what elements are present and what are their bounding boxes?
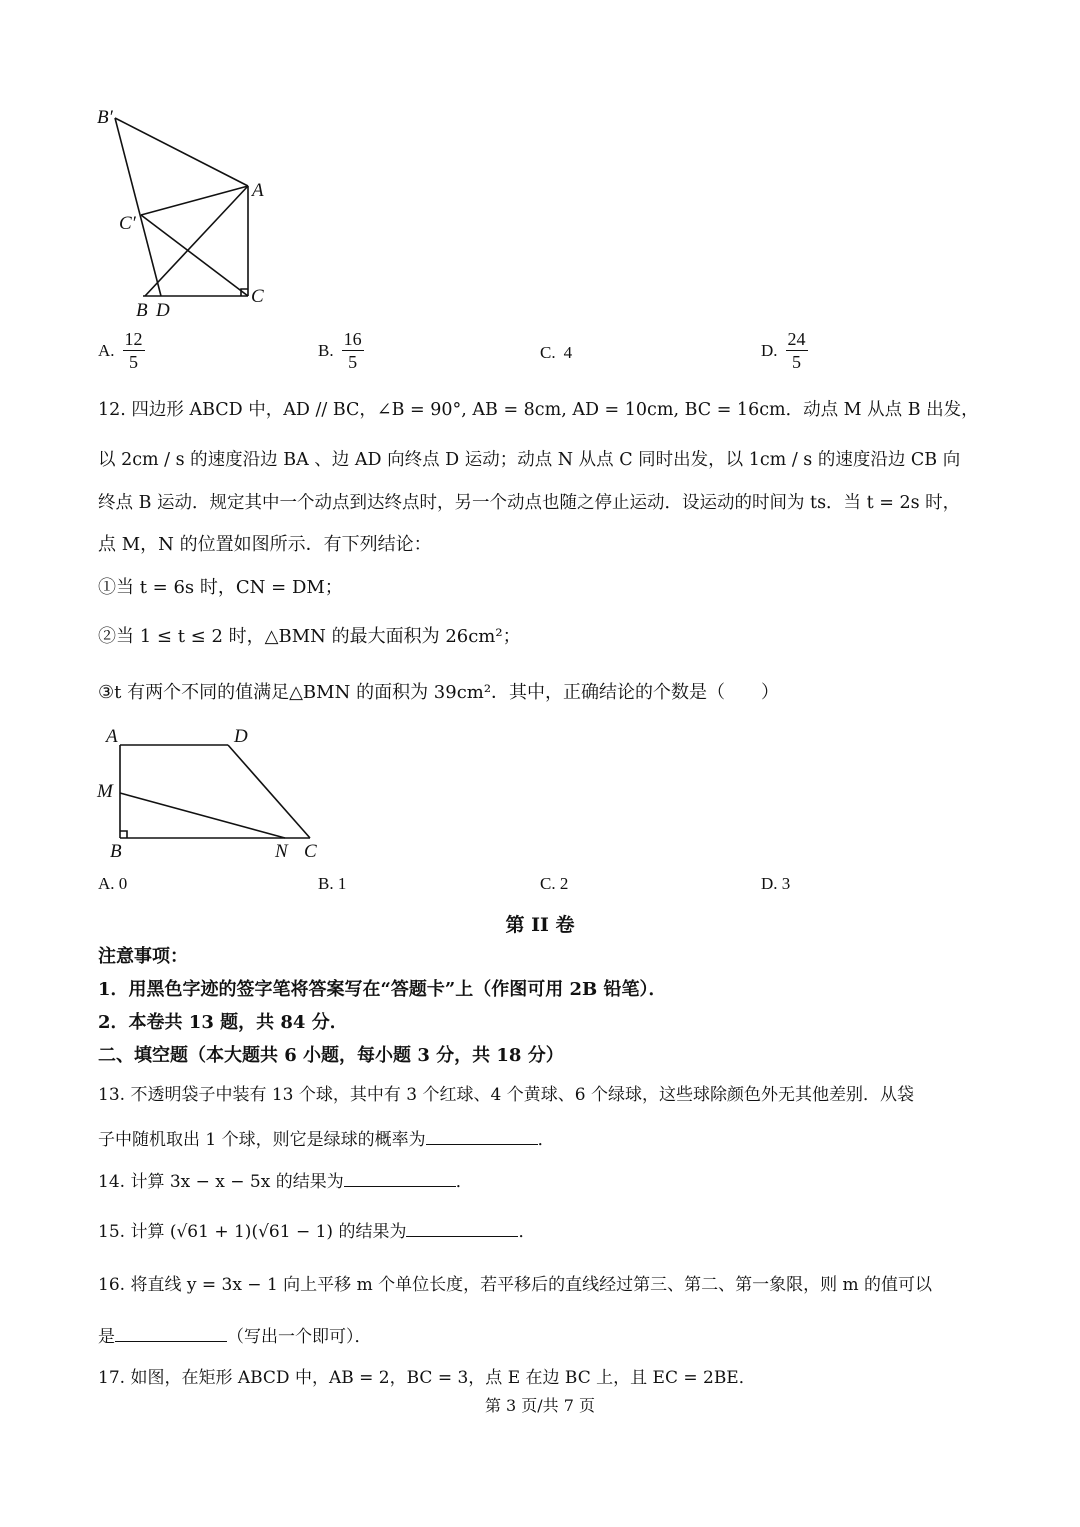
- period: ．: [518, 1222, 536, 1242]
- answer-blank[interactable]: [426, 1126, 538, 1145]
- q12-choice-b: B. 1: [318, 874, 347, 893]
- denominator: 5: [792, 352, 802, 372]
- numerator: 16: [343, 329, 362, 349]
- figure-triangle-fold: [115, 118, 248, 296]
- period: ．: [455, 1172, 473, 1192]
- denominator: 5: [129, 352, 139, 372]
- edge-d-c: [228, 745, 310, 838]
- q11-choice-a: [98, 328, 145, 373]
- q11-choice-d: [761, 328, 808, 373]
- edge-bprime-d: [115, 118, 161, 296]
- q12-statement-1: ①当 t = 6s 时，CN = DM；: [98, 577, 343, 598]
- q12-choice-d: D. 3: [761, 874, 791, 893]
- q11-choice-b: [318, 328, 364, 373]
- edge-a-b: [145, 186, 248, 296]
- q13-line-2: [98, 1126, 555, 1152]
- label-d: D: [156, 300, 170, 321]
- numerator: 12: [124, 329, 143, 349]
- answer-blank[interactable]: [406, 1218, 518, 1237]
- choice-letter: B.: [318, 340, 334, 360]
- fraction: [786, 328, 808, 373]
- fraction: [342, 328, 364, 373]
- period: ．: [537, 1130, 555, 1150]
- label-a: A: [252, 180, 264, 201]
- label-b: B: [136, 300, 148, 321]
- part2-heading: 二、填空题（本大题共 6 小题，每小题 3 分，共 18 分）: [98, 1045, 564, 1066]
- edge-bprime-a: [115, 118, 248, 186]
- q16-text: 是: [98, 1327, 115, 1347]
- q16-note: （写出一个即可）．: [227, 1327, 372, 1347]
- fraction: [123, 328, 145, 373]
- q15-text: 15. 计算 (√61 + 1)(√61 − 1) 的结果为: [98, 1222, 407, 1242]
- choice-letter: A.: [98, 340, 115, 360]
- label-d: D: [234, 726, 248, 747]
- notes-heading: 注意事项：: [98, 946, 188, 967]
- q12-line-1: 12. 四边形 ABCD 中，AD // BC，∠B = 90°, AB = 8cm, AD = 10cm, BC = 16cm．动点 M 从点 B 出发，: [98, 400, 979, 420]
- label-m: M: [97, 781, 113, 802]
- q12-statement-2: ②当 1 ≤ t ≤ 2 时，△BMN 的最大面积为 26cm²；: [98, 626, 521, 647]
- denominator: 5: [348, 352, 358, 372]
- q12-choice-a: A. 0: [98, 874, 128, 893]
- right-angle-mark: [120, 831, 127, 838]
- q17-line-1: 17. 如图，在矩形 ABCD 中，AB = 2，BC = 3，点 E 在边 BC 上，且 EC = 2BE．: [98, 1368, 756, 1388]
- q13-line-1: 13. 不透明袋子中装有 13 个球，其中有 3 个红球、4 个黄球、6 个绿球，这些球除颜色外无其他差别．从袋: [98, 1085, 914, 1105]
- label-cprime: C′: [119, 213, 136, 234]
- label-a: A: [106, 726, 118, 747]
- figure-trapezoid: [120, 745, 310, 838]
- answer-blank[interactable]: [115, 1323, 227, 1342]
- label-n: N: [275, 841, 288, 862]
- section-title: 第 II 卷: [505, 914, 575, 936]
- q12-line-2: 以 2cm / s 的速度沿边 BA 、边 AD 向终点 D 运动；动点 N 从点 C 同时出发，以 1cm / s 的速度沿边 CB 向: [98, 450, 961, 470]
- q12-line-3: 终点 B 运动．规定其中一个动点到达终点时，另一个动点也随之停止运动．设运动的时间为 ts．当 t = 2s 时，: [98, 493, 961, 513]
- segment-m-n: [120, 793, 285, 838]
- notes-item-2: 2．本卷共 13 题，共 84 分．: [98, 1012, 348, 1033]
- choice-letter: C.: [540, 343, 556, 362]
- label-b: B: [110, 841, 122, 862]
- q16-line-2: [98, 1323, 372, 1349]
- page-footer: 第 3 页/共 7 页: [484, 1396, 596, 1415]
- q12-choice-c: C. 2: [540, 874, 569, 893]
- q11-choice-c: [540, 343, 572, 363]
- label-bprime: B′: [97, 107, 113, 128]
- q13-text: 子中随机取出 1 个球，则它是绿球的概率为: [98, 1130, 426, 1150]
- choice-value: 4: [563, 343, 573, 362]
- q16-line-1: 16. 将直线 y = 3x − 1 向上平移 m 个单位长度，若平移后的直线经过第三、第二、第一象限，则 m 的值可以: [98, 1275, 933, 1295]
- edge-cprime-a: [141, 186, 248, 215]
- q15: [98, 1218, 535, 1244]
- q14-text: 14. 计算 3x − x − 5x 的结果为: [98, 1172, 344, 1192]
- choice-letter: D.: [761, 340, 778, 360]
- numerator: 24: [787, 329, 806, 349]
- label-c: C: [251, 286, 264, 307]
- q12-statement-3: ③t 有两个不同的值满足△BMN 的面积为 39cm²．其中，正确结论的个数是（ ）: [98, 682, 780, 703]
- label-c: C: [304, 841, 317, 862]
- q12-line-4: 点 M，N 的位置如图所示．有下列结论：: [98, 534, 432, 555]
- q14: [98, 1168, 473, 1194]
- notes-item-1: 1．用黑色字迹的签字笔将答案写在“答题卡”上（作图可用 2B 铅笔）．: [98, 979, 667, 1000]
- answer-blank[interactable]: [344, 1168, 456, 1187]
